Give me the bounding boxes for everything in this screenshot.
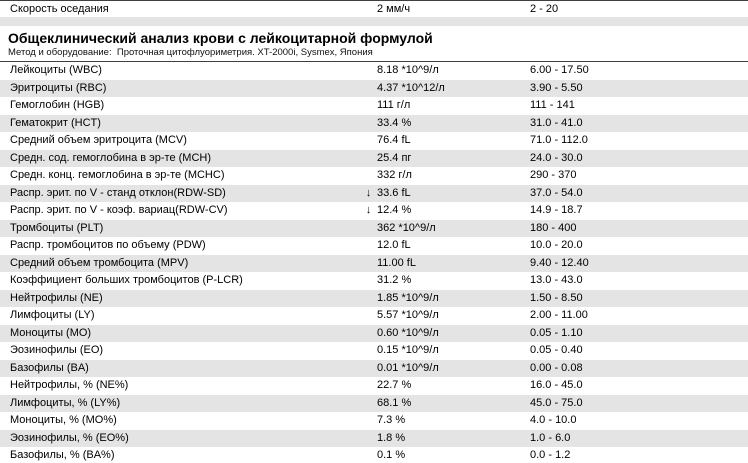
test-value: 12.0 fL	[377, 239, 411, 251]
reference-range: 1.50 - 8.50	[530, 291, 583, 304]
reference-range: 0.00 - 0.08	[530, 361, 583, 374]
test-name: Распр. эрит. по V - станд отклон(RDW-SD)	[10, 186, 226, 199]
test-value-cell	[360, 342, 530, 360]
cbc-results-table	[0, 61, 748, 463]
test-name: Распр. тромбоцитов по объему (PDW)	[10, 239, 206, 251]
table-row	[0, 412, 748, 430]
section-divider-band	[0, 17, 748, 26]
test-name: Лейкоциты (WBC)	[10, 64, 102, 76]
test-name: Средн. конц. гемоглобина в эр-те (MCHC)	[10, 169, 225, 181]
low-arrow-icon: ↓	[365, 186, 372, 199]
reference-range: 0.05 - 1.10	[530, 326, 583, 339]
test-value-cell	[360, 1, 530, 17]
test-value-cell	[360, 97, 530, 115]
low-arrow-icon: ↓	[365, 204, 372, 216]
test-value-cell	[360, 395, 530, 413]
table-row	[0, 272, 748, 290]
test-value-cell	[360, 167, 530, 185]
test-value: 22.7 %	[377, 379, 412, 391]
test-name: Распр. эрит. по V - коэф. вариац(RDW-CV)	[10, 204, 228, 216]
test-value-cell	[360, 132, 530, 150]
test-value: 7.3 %	[377, 414, 406, 426]
test-value: 25.4 пг	[377, 151, 412, 164]
test-value: 5.57 *10^9/л	[377, 309, 439, 321]
test-value: 1.85 *10^9/л	[377, 291, 439, 304]
test-name: Средний объем тромбоцита (MPV)	[10, 256, 189, 269]
test-name: Гемоглобин (HGB)	[10, 99, 105, 111]
reference-range: 3.90 - 5.50	[530, 81, 583, 94]
test-value: 31.2 %	[377, 274, 412, 286]
method-equipment-line: Метод и оборудование: Проточная цитофлуориметрия. XT-2000i, Sysmex, Япония	[8, 47, 373, 58]
test-value-cell	[360, 412, 530, 430]
test-value: 111 г/л	[377, 99, 411, 111]
test-value-cell	[360, 220, 530, 238]
test-name: Эритроциты (RBC)	[10, 81, 107, 94]
table-row	[0, 342, 748, 360]
reference-range: 71.0 - 112.0	[530, 134, 588, 146]
reference-range: 0.0 - 1.2	[530, 449, 571, 461]
test-value: 8.18 *10^9/л	[377, 64, 439, 76]
test-name: Гематокрит (HCT)	[10, 116, 101, 129]
reference-range: 10.0 - 20.0	[530, 239, 583, 251]
table-row	[0, 290, 748, 308]
reference-range: 6.00 - 17.50	[530, 64, 589, 76]
table-row	[0, 307, 748, 325]
reference-range: 9.40 - 12.40	[530, 256, 589, 269]
test-name: Тромбоциты (PLT)	[10, 221, 104, 234]
test-value: 1.8 %	[377, 431, 406, 444]
test-value-cell	[360, 272, 530, 290]
test-name: Коэффициент больших тромбоцитов (P-LCR)	[10, 274, 243, 286]
test-value: 362 *10^9/л	[377, 221, 436, 234]
reference-range: 24.0 - 30.0	[530, 151, 583, 164]
reference-range: 0.05 - 0.40	[530, 344, 583, 356]
reference-range: 2.00 - 11.00	[530, 309, 588, 321]
test-value: 332 г/л	[377, 169, 412, 181]
test-name: Лимфоциты (LY)	[10, 309, 95, 321]
test-value-cell	[360, 447, 530, 463]
test-name: Скорость оседания	[10, 3, 109, 15]
test-value-cell	[360, 307, 530, 325]
test-value-cell	[360, 115, 530, 133]
table-row	[0, 167, 748, 185]
test-value: 12.4 %	[377, 204, 412, 216]
test-value-cell	[360, 325, 530, 343]
reference-range: 290 - 370	[530, 169, 577, 181]
test-name: Базофилы (BA)	[10, 361, 89, 374]
test-value-cell	[360, 62, 530, 80]
table-row	[0, 202, 748, 220]
test-value-cell	[360, 377, 530, 395]
table-row	[0, 132, 748, 150]
test-name: Нейтрофилы, % (NE%)	[10, 379, 129, 391]
reference-range: 2 - 20	[530, 3, 559, 15]
test-name: Эозинофилы, % (EO%)	[10, 431, 129, 444]
table-row	[0, 255, 748, 273]
table-row	[0, 150, 748, 168]
reference-range: 180 - 400	[530, 221, 577, 234]
table-row	[0, 62, 748, 80]
test-name: Моноциты, % (MO%)	[10, 414, 117, 426]
test-name: Средний объем эритроцита (MCV)	[10, 134, 187, 146]
test-value: 0.60 *10^9/л	[377, 326, 439, 339]
test-value: 2 мм/ч	[377, 3, 411, 15]
table-row	[0, 237, 748, 255]
reference-range: 45.0 - 75.0	[530, 396, 583, 409]
test-name: Эозинофилы (EO)	[10, 344, 104, 356]
test-value-cell	[360, 290, 530, 308]
test-value: 4.37 *10^12/л	[377, 81, 445, 94]
table-row	[0, 97, 748, 115]
test-name: Лимфоциты, % (LY%)	[10, 396, 121, 409]
test-name: Моноциты (MO)	[10, 326, 92, 339]
test-value: 33.6 fL	[377, 186, 411, 199]
table-row	[0, 377, 748, 395]
table-row	[0, 360, 748, 378]
test-value-cell	[360, 237, 530, 255]
test-value: 68.1 %	[377, 396, 412, 409]
reference-range: 13.0 - 43.0	[530, 274, 583, 286]
test-value: 0.1 %	[377, 449, 406, 461]
reference-range: 14.9 - 18.7	[530, 204, 583, 216]
reference-range: 31.0 - 41.0	[530, 116, 583, 129]
test-value-cell	[360, 360, 530, 378]
reference-range: 111 - 141	[530, 99, 575, 111]
test-name: Средн. сод. гемоглобина в эр-те (MCH)	[10, 151, 212, 164]
table-row	[0, 80, 748, 98]
reference-range: 37.0 - 54.0	[530, 186, 583, 199]
reference-range: 16.0 - 45.0	[530, 379, 583, 391]
test-value-cell	[360, 202, 530, 220]
table-row	[0, 430, 748, 448]
reference-range: 4.0 - 10.0	[530, 414, 577, 426]
section-title: Общеклинический анализ крови с лейкоцитарной формулой	[8, 30, 433, 46]
test-value-cell	[360, 255, 530, 273]
test-value: 11.00 fL	[377, 256, 416, 269]
test-value: 33.4 %	[377, 116, 412, 129]
reference-range: 1.0 - 6.0	[530, 431, 571, 444]
test-value: 0.15 *10^9/л	[377, 344, 439, 356]
test-name: Базофилы, % (BA%)	[10, 449, 115, 461]
test-name: Нейтрофилы (NE)	[10, 291, 103, 304]
esr-row	[0, 0, 748, 17]
table-row	[0, 447, 748, 463]
test-value-cell	[360, 430, 530, 448]
test-value-cell	[360, 185, 530, 203]
test-value: 76.4 fL	[377, 134, 411, 146]
table-row	[0, 325, 748, 343]
table-row	[0, 115, 748, 133]
test-value: 0.01 *10^9/л	[377, 361, 439, 374]
test-value-cell	[360, 150, 530, 168]
table-row	[0, 185, 748, 203]
test-value-cell	[360, 80, 530, 98]
table-row	[0, 220, 748, 238]
table-row	[0, 395, 748, 413]
